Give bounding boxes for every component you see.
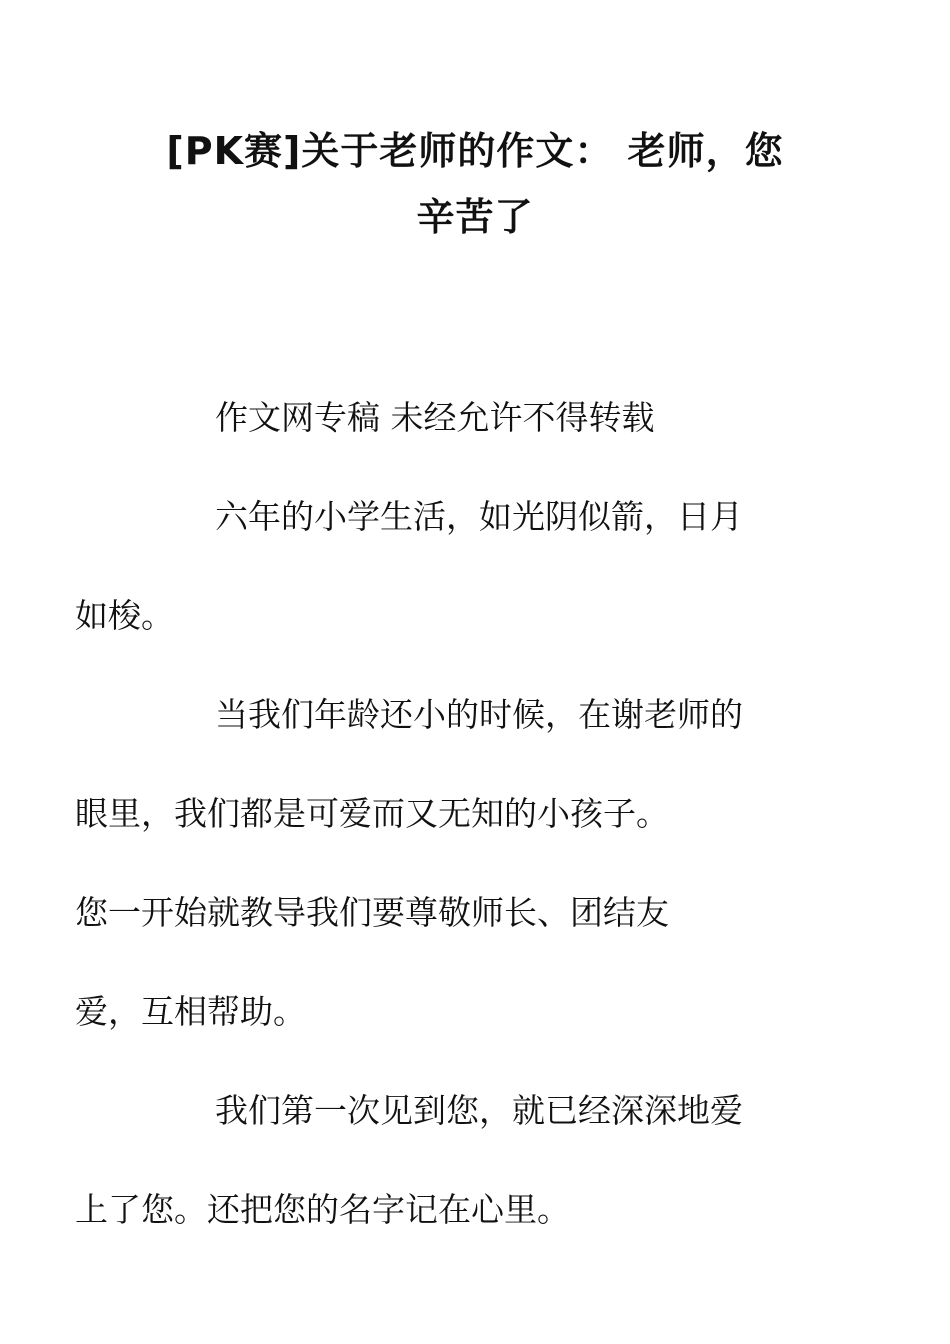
paragraph [75,1061,785,1259]
title-line: [PK赛]关于老师的作文： 老师，您 [166,129,784,173]
paragraph [75,665,785,1061]
title-line: 辛苦了 [416,195,534,239]
paragraph [75,467,785,665]
text-line: 作文网专稿 未经允许不得转载 [215,398,655,437]
text-line: 您一开始就教导我们要尊敬师长、团结友 [75,893,669,932]
text-line: 当我们年龄还小的时候，在谢老师的 [215,695,743,734]
text-line: 上了您。还把您的名字记在心里。 [75,1190,570,1229]
text-line: 六年的小学生活，如光阴似箭，日月 [215,497,743,536]
text-line: 我们第一次见到您，就已经深深地爱 [215,1091,743,1130]
paragraph [145,368,785,467]
text-line: 爱，互相帮助。 [75,992,306,1031]
text-line: 眼里，我们都是可爱而又无知的小孩子。 [75,794,669,833]
document-title [145,118,805,250]
document-body [75,368,785,1259]
text-line: 如梭。 [75,596,174,635]
